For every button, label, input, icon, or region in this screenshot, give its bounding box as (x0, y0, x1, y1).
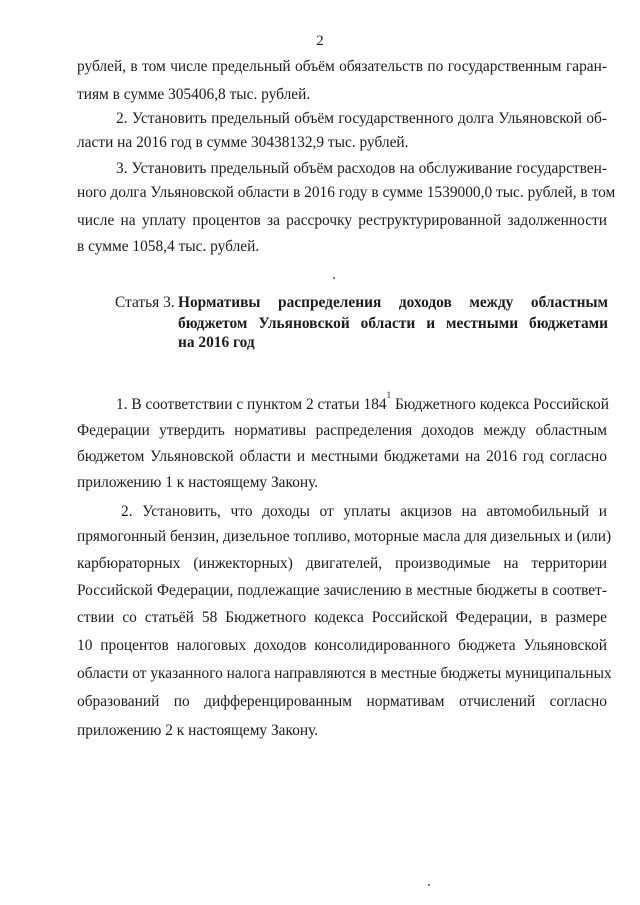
article-title-line: Нормативы распределения доходов между областным (178, 294, 608, 311)
article-title-line: бюджетом Ульяновской области и местными бюджетами (178, 315, 608, 332)
paragraph-line: 1. В соответствии с пунктом 2 статьи $184^1$ Бюджетного кодекса Российской (116, 389, 609, 413)
paragraph-line: тиям в сумме 305406,8 тыс. рублей. (77, 86, 311, 103)
paragraph-line: Федерации утвердить нормативы распределения доходов между областным (77, 422, 607, 439)
paragraph-line: ного долга Ульяновской области в 2016 году в сумме 1539000,0 тыс. рублей, в том (77, 184, 616, 201)
paragraph-line: 10 процентов налоговых доходов консолидированного бюджета Ульяновской (77, 637, 607, 654)
paragraph-line: ласти на 2016 год в сумме 30438132,9 тыс. рублей. (77, 134, 409, 151)
paragraph-line: бюджетом Ульяновской области и местными бюджетами на 2016 год согласно (77, 448, 607, 465)
paragraph-line: в сумме 1058,4 тыс. рублей. (77, 238, 260, 255)
paragraph-line: прямогонный бензин, дизельное топливо, моторные масла для дизельных и (или) (77, 528, 612, 545)
article-title-line: на 2016 год (178, 334, 255, 351)
paragraph-line: приложению 2 к настоящему Закону. (77, 722, 319, 739)
paragraph-line: 2. Установить предельный объём государственного долга Ульяновской об- (116, 110, 607, 127)
paragraph-line: рублей, в том числе предельный объём обязательств по государственным гаран- (77, 58, 607, 75)
paragraph-line: приложению 1 к настоящему Закону. (77, 474, 319, 491)
page-number: 2 (316, 33, 324, 49)
scan-speck (428, 884, 430, 886)
paragraph-line: Российской Федерации, подлежащие зачислению в местные бюджеты в соответ- (77, 582, 607, 599)
paragraph-line: 2. Установить, что доходы от уплаты акцизов на автомобильный и (121, 503, 607, 520)
paragraph-line: ствии со статьёй 58 Бюджетного кодекса Российской Федерации, в размере (77, 609, 607, 626)
paragraph-line: образований по дифференцированным нормативам отчислений согласно (77, 693, 607, 710)
paragraph-line: 3. Установить предельный объём расходов на обслуживание государствен- (116, 160, 607, 177)
article-label: Статья 3. (115, 294, 175, 311)
scan-speck (333, 277, 335, 279)
paragraph-line: числе на уплату процентов за рассрочку реструктурированной задолженности (77, 212, 607, 229)
footnote-superscript: 1 (386, 389, 392, 400)
paragraph-line: карбюраторных (инжекторных) двигателей, производимые на территории (77, 555, 607, 572)
paragraph-line: области от указанного налога направляются в местные бюджеты муниципальных (77, 665, 612, 682)
